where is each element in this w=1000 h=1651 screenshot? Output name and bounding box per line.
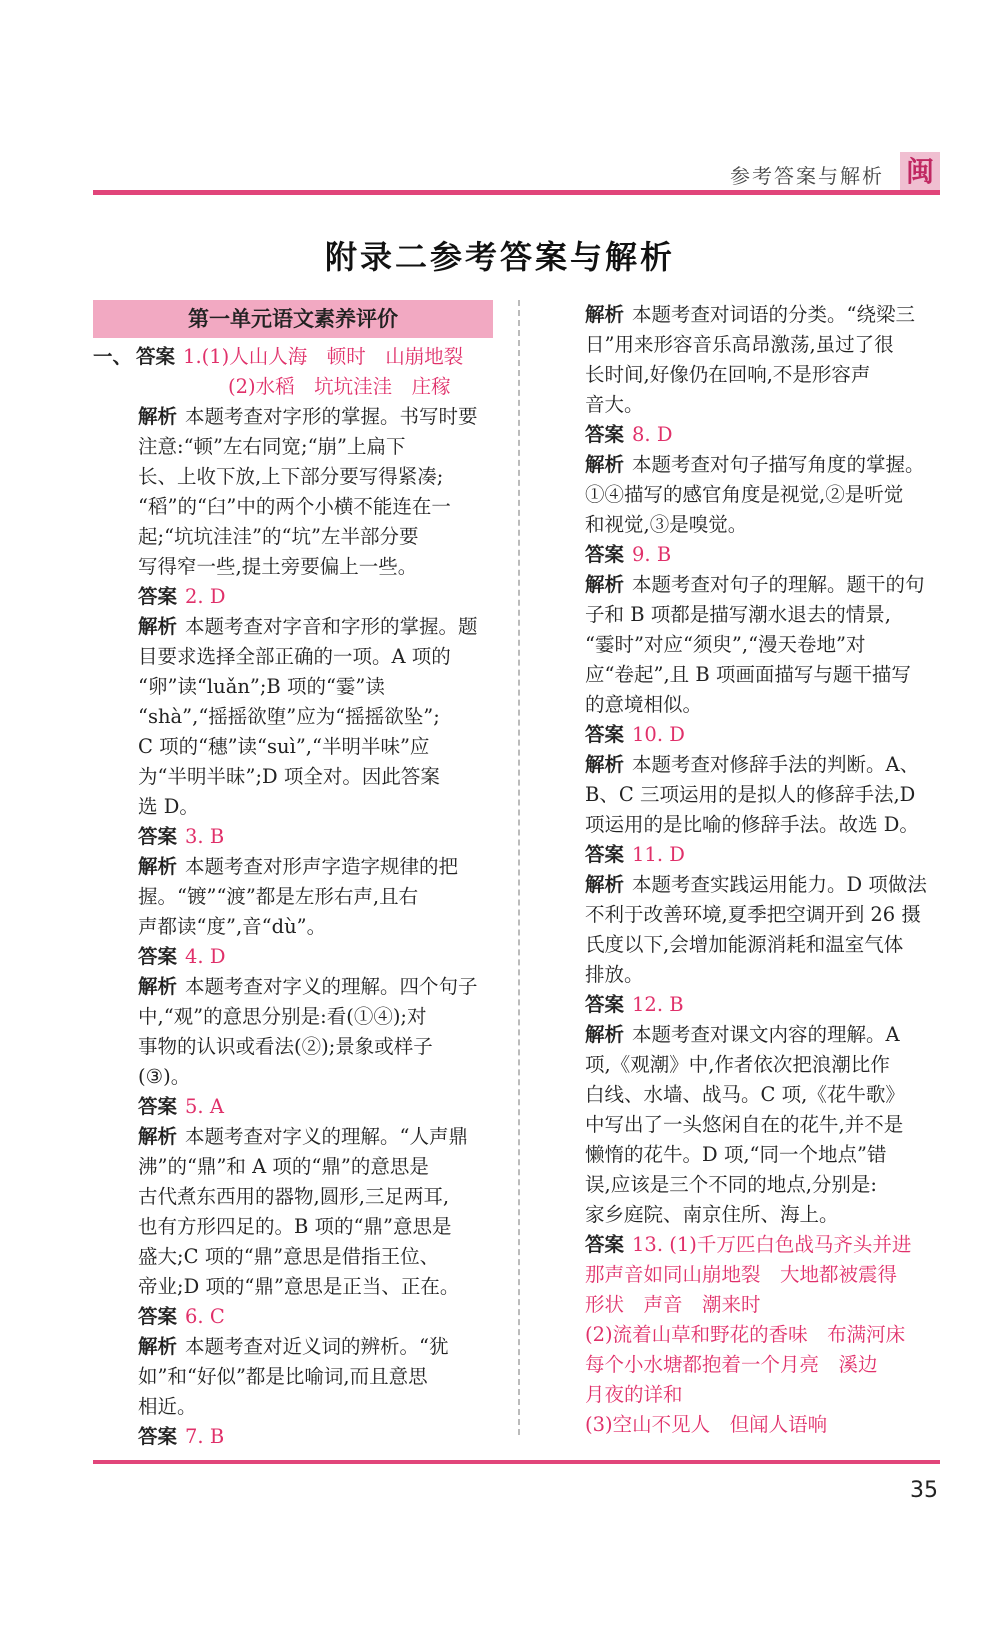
answer-label: 答案 xyxy=(138,1425,178,1448)
analysis-line: 白线、水墙、战马。C 项,《花牛歌》 xyxy=(585,1083,905,1106)
analysis-line: 盛大;C 项的“鼎”意思是借指王位、 xyxy=(138,1245,440,1268)
analysis-line: 声都读“度”,音“dù”。 xyxy=(138,915,327,938)
answer-value: 13. (1)千万匹白色战马齐头并进 xyxy=(632,1233,912,1256)
answer-label: 答案 xyxy=(585,1233,625,1256)
answer-value: (2)水稻 坑坑洼洼 庄稼 xyxy=(228,375,451,398)
analysis-line: 解析 本题考查对句子的理解。题干的句 xyxy=(585,573,925,596)
analysis-line: 解析 本题考查对字形的掌握。书写时要 xyxy=(138,405,478,428)
analysis-line: 解析 本题考查对字义的理解。“人声鼎 xyxy=(138,1125,468,1148)
answer-value: 12. B xyxy=(632,993,684,1016)
analysis-line: 如”和“好似”都是比喻词,而且意思 xyxy=(138,1365,428,1388)
analysis-line: 帝业;D 项的“鼎”意思是正当、正在。 xyxy=(138,1275,460,1298)
analysis-label: 解析 xyxy=(138,405,178,428)
answer-line xyxy=(138,942,493,972)
right-column xyxy=(585,300,940,1440)
answer-line xyxy=(585,420,940,450)
analysis-line: 项,《观潮》中,作者依次把浪潮比作 xyxy=(585,1053,890,1076)
answer-label: 答案 xyxy=(585,423,625,446)
analysis-line: 选 D。 xyxy=(138,795,199,818)
answer-line xyxy=(585,720,940,750)
analysis-line: “shà”,“摇摇欲堕”应为“摇摇欲坠”; xyxy=(138,705,440,728)
analysis-line: 不利于改善环境,夏季把空调开到 26 摄 xyxy=(585,903,921,926)
answer-value: 2. D xyxy=(185,585,226,608)
analysis-line: 注意:“顿”左右同宽;“崩”上扁下 xyxy=(138,435,406,458)
analysis-line: 音大。 xyxy=(585,393,644,416)
analysis-label: 解析 xyxy=(138,975,178,998)
page-title: 附录二参考答案与解析 xyxy=(324,238,675,276)
analysis-line: 解析 本题考查对字音和字形的掌握。题 xyxy=(138,615,478,638)
analysis-line: 古代煮东西用的器物,圆形,三足两耳, xyxy=(138,1185,450,1208)
analysis-line: 项运用的是比喻的修辞手法。故选 D。 xyxy=(585,813,919,836)
answer-line xyxy=(585,1230,940,1260)
analysis-label: 解析 xyxy=(585,573,625,596)
analysis-line: C 项的“穗”读“suì”,“半明半味”应 xyxy=(138,735,430,758)
answer-label: 答案 xyxy=(138,825,178,848)
analysis-label: 解析 xyxy=(585,1023,625,1046)
answer-value: 5. A xyxy=(185,1095,224,1118)
answer-line xyxy=(93,372,493,402)
analysis-line: 解析 本题考查对词语的分类。“绕梁三 xyxy=(585,303,915,326)
analysis-line: 相近。 xyxy=(138,1395,197,1418)
analysis-line: “卵”读“luǎn”;B 项的“霎”读 xyxy=(138,675,385,698)
answer-label: 答案 xyxy=(138,945,178,968)
answer-label: 答案 xyxy=(138,1095,178,1118)
answer-label: 答案 xyxy=(585,543,625,566)
answer-value: 11. D xyxy=(632,843,685,866)
analysis-line: ①④描写的感官角度是视觉,②是听觉 xyxy=(585,483,904,506)
analysis-line: 解析 本题考查对字义的理解。四个句子 xyxy=(138,975,478,998)
analysis-line: “霎时”对应“须臾”,“漫天卷地”对 xyxy=(585,633,866,656)
analysis-line: 解析 本题考查对形声字造字规律的把 xyxy=(138,855,459,878)
analysis-label: 解析 xyxy=(138,1125,178,1148)
analysis-line: 解析 本题考查对句子描写角度的掌握。 xyxy=(585,453,925,476)
analysis-line: 起;“坑坑洼洼”的“坑”左半部分要 xyxy=(138,525,419,548)
answer-line xyxy=(138,582,493,612)
analysis-label: 解析 xyxy=(138,1335,178,1358)
answer-label: 答案 xyxy=(138,1305,178,1328)
answer-line xyxy=(93,342,493,372)
analysis-line: 误,应该是三个不同的地点,分别是: xyxy=(585,1173,877,1196)
answer-line: 每个小水塘都抱着一个月亮 溪边 xyxy=(585,1353,878,1376)
analysis-line: 事物的认识或看法(②);景象或样子 xyxy=(138,1035,433,1058)
analysis-line: 目要求选择全部正确的一项。A 项的 xyxy=(138,645,451,668)
answer-value: 4. D xyxy=(185,945,226,968)
analysis-line: 日”用来形容音乐高昂激荡,虽过了很 xyxy=(585,333,894,356)
analysis-line: 长、上收下放,上下部分要写得紧凑; xyxy=(138,465,444,488)
analysis-line: 长时间,好像仍在回响,不是形容声 xyxy=(585,363,871,386)
answer-line: 形状 声音 潮来时 xyxy=(585,1293,761,1316)
analysis-line: 沸”的“鼎”和 A 项的“鼎”的意思是 xyxy=(138,1155,429,1178)
answer-line xyxy=(138,822,493,852)
analysis-label: 解析 xyxy=(585,753,625,776)
answer-value: 7. B xyxy=(185,1425,225,1448)
left-column xyxy=(93,300,493,1452)
answer-line: 那声音如同山崩地裂 大地都被震得 xyxy=(585,1263,898,1286)
answer-value: 8. D xyxy=(632,423,673,446)
answer-value: 1.(1)人山人海 顿时 山崩地裂 xyxy=(183,345,464,368)
analysis-label: 解析 xyxy=(138,615,178,638)
analysis-line: 子和 B 项都是描写潮水退去的情景, xyxy=(585,603,891,626)
analysis-label: 解析 xyxy=(585,303,625,326)
column-divider xyxy=(518,300,520,1435)
answer-label: 答案 xyxy=(585,993,625,1016)
analysis-label: 解析 xyxy=(138,855,178,878)
analysis-line: 应“卷起”,且 B 项画面描写与题干描写 xyxy=(585,663,911,686)
analysis-line: 家乡庭院、南京住所、海上。 xyxy=(585,1203,839,1226)
analysis-line: 和视觉,③是嗅觉。 xyxy=(585,513,748,536)
analysis-line: 排放。 xyxy=(585,963,644,986)
header-badge: 闽 xyxy=(900,152,940,192)
answer-value: 3. B xyxy=(185,825,225,848)
analysis-line: 懒惰的花牛。D 项,“同一个地点”错 xyxy=(585,1143,887,1166)
analysis-line: 氏度以下,会增加能源消耗和温室气体 xyxy=(585,933,904,956)
answer-line xyxy=(585,990,940,1020)
header-rule xyxy=(93,190,940,195)
answer-line xyxy=(585,540,940,570)
analysis-line: 写得窄一些,提土旁要偏上一些。 xyxy=(138,555,418,578)
analysis-line: 解析 本题考查对修辞手法的判断。A、 xyxy=(585,753,920,776)
answer-label: 答案 xyxy=(138,585,178,608)
analysis-line: 的意境相似。 xyxy=(585,693,703,716)
answer-line xyxy=(138,1092,493,1122)
answer-line: 月夜的详和 xyxy=(585,1383,683,1406)
analysis-line: 解析 本题考查对课文内容的理解。A xyxy=(585,1023,900,1046)
analysis-line: 为“半明半昧”;D 项全对。因此答案 xyxy=(138,765,440,788)
answer-line: (2)流着山草和野花的香味 布满河床 xyxy=(585,1323,906,1346)
footer-rule xyxy=(93,1460,940,1464)
page-number: 35 xyxy=(910,1478,938,1503)
part-number: 一、 xyxy=(93,345,133,368)
analysis-line: (③)。 xyxy=(138,1065,191,1088)
answer-line xyxy=(138,1422,493,1452)
analysis-line: 握。“镀”“渡”都是左形右声,且右 xyxy=(138,885,419,908)
answer-label: 答案 xyxy=(136,345,176,368)
answer-value: 6. C xyxy=(185,1305,225,1328)
answer-value: 10. D xyxy=(632,723,685,746)
analysis-label: 解析 xyxy=(585,453,625,476)
analysis-label: 解析 xyxy=(585,873,625,896)
analysis-line: 解析 本题考查实践运用能力。D 项做法 xyxy=(585,873,927,896)
answer-line xyxy=(138,1302,493,1332)
answer-value: 9. B xyxy=(632,543,672,566)
analysis-line: 中写出了一头悠闲自在的花牛,并不是 xyxy=(585,1113,904,1136)
analysis-line: 解析 本题考查对近义词的辨析。“犹 xyxy=(138,1335,449,1358)
answer-label: 答案 xyxy=(585,723,625,746)
answer-label: 答案 xyxy=(585,843,625,866)
analysis-line: “稻”的“臼”中的两个小横不能连在一 xyxy=(138,495,451,518)
answer-line: (3)空山不见人 但闻人语响 xyxy=(585,1413,828,1436)
header-label: 参考答案与解析 xyxy=(730,164,884,188)
analysis-line: 中,“观”的意思分别是:看(①④);对 xyxy=(138,1005,427,1028)
analysis-line: B、C 三项运用的是拟人的修辞手法,D xyxy=(585,783,916,806)
analysis-line: 也有方形四足的。B 项的“鼎”意思是 xyxy=(138,1215,452,1238)
answer-line xyxy=(585,840,940,870)
section-banner: 第一单元语文素养评价 xyxy=(93,300,493,338)
